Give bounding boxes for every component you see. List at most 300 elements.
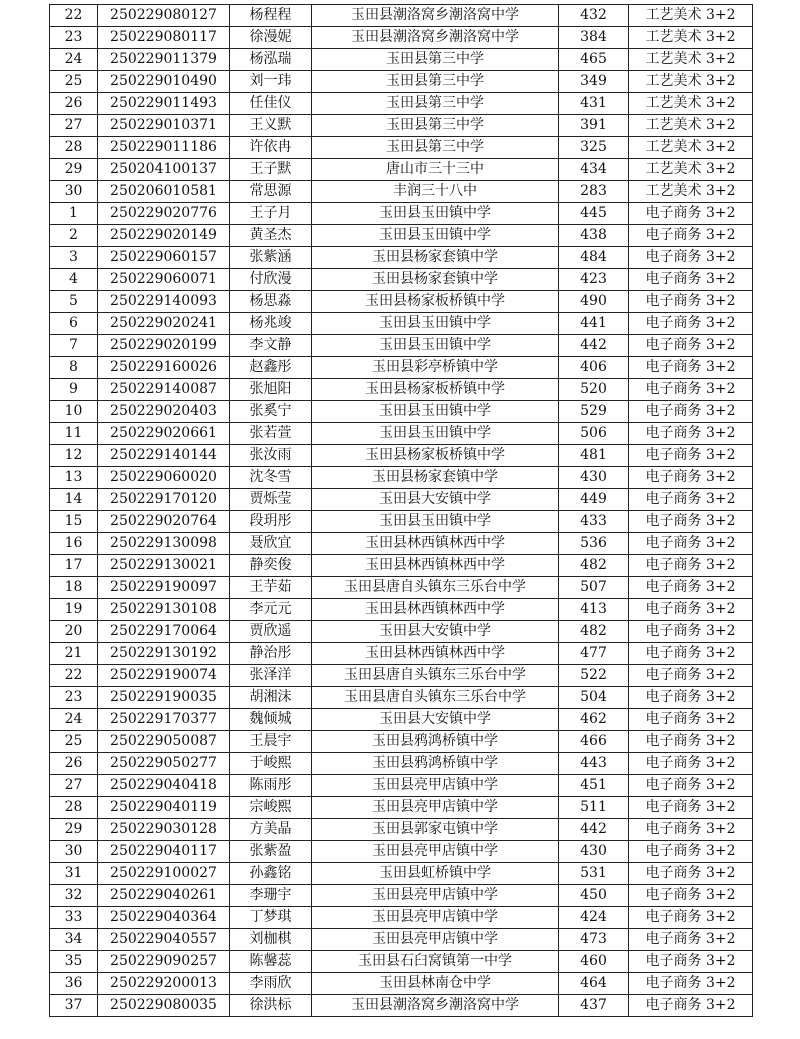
name-cell: 张若萱 [230, 423, 312, 445]
major-cell: 电子商务 3+2 [629, 819, 753, 841]
table-row [50, 115, 753, 137]
name-cell: 段玥彤 [230, 511, 312, 533]
exam-id-cell: 250229130192 [98, 643, 230, 665]
name-cell: 徐洪标 [230, 995, 312, 1017]
name-cell: 常思源 [230, 181, 312, 203]
school-cell: 玉田县唐自头镇东三乐台中学 [312, 577, 559, 599]
school-cell: 玉田县唐自头镇东三乐台中学 [312, 687, 559, 709]
score-cell: 443 [559, 753, 629, 775]
seq-cell: 29 [50, 819, 98, 841]
table-row [50, 775, 753, 797]
seq-cell: 31 [50, 863, 98, 885]
score-cell: 349 [559, 71, 629, 93]
exam-id-cell: 250229170064 [98, 621, 230, 643]
score-cell: 536 [559, 533, 629, 555]
score-cell: 442 [559, 819, 629, 841]
exam-id-cell: 250229040117 [98, 841, 230, 863]
major-cell: 电子商务 3+2 [629, 423, 753, 445]
seq-cell: 23 [50, 687, 98, 709]
seq-cell: 24 [50, 709, 98, 731]
school-cell: 玉田县亮甲店镇中学 [312, 775, 559, 797]
table-row [50, 599, 753, 621]
exam-id-cell: 250229040261 [98, 885, 230, 907]
major-cell: 电子商务 3+2 [629, 291, 753, 313]
exam-id-cell: 250229011493 [98, 93, 230, 115]
school-cell: 玉田县亮甲店镇中学 [312, 841, 559, 863]
name-cell: 张紫涵 [230, 247, 312, 269]
exam-id-cell: 250229020199 [98, 335, 230, 357]
seq-cell: 32 [50, 885, 98, 907]
name-cell: 刘枷棋 [230, 929, 312, 951]
table-row [50, 203, 753, 225]
exam-id-cell: 250229170377 [98, 709, 230, 731]
name-cell: 赵鑫彤 [230, 357, 312, 379]
name-cell: 孙鑫铭 [230, 863, 312, 885]
major-cell: 电子商务 3+2 [629, 731, 753, 753]
school-cell: 玉田县第三中学 [312, 71, 559, 93]
seq-cell: 18 [50, 577, 98, 599]
name-cell: 张奚宁 [230, 401, 312, 423]
score-cell: 460 [559, 951, 629, 973]
table-row [50, 27, 753, 49]
exam-id-cell: 250229040557 [98, 929, 230, 951]
exam-id-cell: 250229190074 [98, 665, 230, 687]
seq-cell: 13 [50, 467, 98, 489]
name-cell: 杨程程 [230, 5, 312, 27]
school-cell: 玉田县杨家套镇中学 [312, 247, 559, 269]
major-cell: 电子商务 3+2 [629, 621, 753, 643]
school-cell: 玉田县亮甲店镇中学 [312, 907, 559, 929]
major-cell: 电子商务 3+2 [629, 797, 753, 819]
major-cell: 电子商务 3+2 [629, 687, 753, 709]
table-row [50, 137, 753, 159]
seq-cell: 19 [50, 599, 98, 621]
exam-id-cell: 250229020776 [98, 203, 230, 225]
name-cell: 李珊宇 [230, 885, 312, 907]
table-row [50, 181, 753, 203]
name-cell: 方美晶 [230, 819, 312, 841]
major-cell: 电子商务 3+2 [629, 269, 753, 291]
table-row [50, 533, 753, 555]
table-row [50, 445, 753, 467]
exam-id-cell: 250229010371 [98, 115, 230, 137]
score-cell: 325 [559, 137, 629, 159]
school-cell: 玉田县彩亭桥镇中学 [312, 357, 559, 379]
exam-id-cell: 250229080127 [98, 5, 230, 27]
exam-id-cell: 250229130098 [98, 533, 230, 555]
exam-id-cell: 250206010581 [98, 181, 230, 203]
name-cell: 杨思淼 [230, 291, 312, 313]
seq-cell: 36 [50, 973, 98, 995]
table-row [50, 753, 753, 775]
seq-cell: 21 [50, 643, 98, 665]
major-cell: 电子商务 3+2 [629, 533, 753, 555]
table-row [50, 269, 753, 291]
exam-id-cell: 250229200013 [98, 973, 230, 995]
score-cell: 441 [559, 313, 629, 335]
major-cell: 工艺美术 3+2 [629, 5, 753, 27]
exam-id-cell: 250229140144 [98, 445, 230, 467]
score-cell: 432 [559, 5, 629, 27]
score-cell: 391 [559, 115, 629, 137]
score-cell: 430 [559, 467, 629, 489]
seq-cell: 22 [50, 665, 98, 687]
seq-cell: 8 [50, 357, 98, 379]
exam-id-cell: 250229130108 [98, 599, 230, 621]
major-cell: 电子商务 3+2 [629, 709, 753, 731]
score-cell: 433 [559, 511, 629, 533]
exam-id-cell: 250229040364 [98, 907, 230, 929]
school-cell: 玉田县林西镇林西中学 [312, 599, 559, 621]
school-cell: 玉田县林南仓中学 [312, 973, 559, 995]
seq-cell: 25 [50, 731, 98, 753]
seq-cell: 2 [50, 225, 98, 247]
school-cell: 玉田县亮甲店镇中学 [312, 885, 559, 907]
exam-id-cell: 250229010490 [98, 71, 230, 93]
table-row [50, 401, 753, 423]
name-cell: 徐漫妮 [230, 27, 312, 49]
exam-id-cell: 250229050277 [98, 753, 230, 775]
name-cell: 静奕俊 [230, 555, 312, 577]
score-cell: 431 [559, 93, 629, 115]
name-cell: 李文静 [230, 335, 312, 357]
name-cell: 刘一玮 [230, 71, 312, 93]
major-cell: 电子商务 3+2 [629, 643, 753, 665]
major-cell: 电子商务 3+2 [629, 379, 753, 401]
major-cell: 工艺美术 3+2 [629, 27, 753, 49]
name-cell: 魏倾城 [230, 709, 312, 731]
name-cell: 任佳仪 [230, 93, 312, 115]
table-row [50, 995, 753, 1017]
name-cell: 沈冬雪 [230, 467, 312, 489]
school-cell: 玉田县玉田镇中学 [312, 401, 559, 423]
name-cell: 张泽洋 [230, 665, 312, 687]
table-row [50, 5, 753, 27]
score-cell: 442 [559, 335, 629, 357]
score-cell: 424 [559, 907, 629, 929]
major-cell: 电子商务 3+2 [629, 907, 753, 929]
table-row [50, 665, 753, 687]
name-cell: 王子默 [230, 159, 312, 181]
score-cell: 482 [559, 555, 629, 577]
seq-cell: 10 [50, 401, 98, 423]
exam-id-cell: 250229060157 [98, 247, 230, 269]
table-row [50, 973, 753, 995]
school-cell: 玉田县玉田镇中学 [312, 511, 559, 533]
score-cell: 529 [559, 401, 629, 423]
major-cell: 电子商务 3+2 [629, 225, 753, 247]
major-cell: 电子商务 3+2 [629, 863, 753, 885]
exam-id-cell: 250229020241 [98, 313, 230, 335]
school-cell: 玉田县杨家套镇中学 [312, 269, 559, 291]
name-cell: 张旭阳 [230, 379, 312, 401]
score-cell: 466 [559, 731, 629, 753]
score-cell: 445 [559, 203, 629, 225]
score-cell: 434 [559, 159, 629, 181]
major-cell: 工艺美术 3+2 [629, 181, 753, 203]
name-cell: 陈馨蕊 [230, 951, 312, 973]
seq-cell: 25 [50, 71, 98, 93]
score-cell: 438 [559, 225, 629, 247]
school-cell: 玉田县潮洛窝乡潮洛窝中学 [312, 995, 559, 1017]
school-cell: 玉田县潮洛窝乡潮洛窝中学 [312, 5, 559, 27]
name-cell: 张紫盈 [230, 841, 312, 863]
exam-id-cell: 250229080035 [98, 995, 230, 1017]
table-row [50, 49, 753, 71]
major-cell: 电子商务 3+2 [629, 357, 753, 379]
table-row [50, 357, 753, 379]
score-cell: 449 [559, 489, 629, 511]
school-cell: 玉田县玉田镇中学 [312, 335, 559, 357]
table-row [50, 841, 753, 863]
name-cell: 张汝雨 [230, 445, 312, 467]
major-cell: 电子商务 3+2 [629, 951, 753, 973]
table-row [50, 291, 753, 313]
major-cell: 电子商务 3+2 [629, 555, 753, 577]
table-row [50, 71, 753, 93]
score-cell: 522 [559, 665, 629, 687]
seq-cell: 27 [50, 775, 98, 797]
score-cell: 473 [559, 929, 629, 951]
score-cell: 283 [559, 181, 629, 203]
major-cell: 电子商务 3+2 [629, 995, 753, 1017]
name-cell: 杨泓瑞 [230, 49, 312, 71]
seq-cell: 7 [50, 335, 98, 357]
major-cell: 电子商务 3+2 [629, 775, 753, 797]
major-cell: 工艺美术 3+2 [629, 137, 753, 159]
seq-cell: 30 [50, 841, 98, 863]
major-cell: 工艺美术 3+2 [629, 71, 753, 93]
seq-cell: 35 [50, 951, 98, 973]
score-cell: 384 [559, 27, 629, 49]
score-cell: 482 [559, 621, 629, 643]
major-cell: 电子商务 3+2 [629, 929, 753, 951]
major-cell: 电子商务 3+2 [629, 203, 753, 225]
school-cell: 玉田县杨家板桥镇中学 [312, 379, 559, 401]
exam-id-cell: 250229020149 [98, 225, 230, 247]
seq-cell: 9 [50, 379, 98, 401]
seq-cell: 28 [50, 137, 98, 159]
table-row [50, 819, 753, 841]
name-cell: 杨兆竣 [230, 313, 312, 335]
exam-id-cell: 250204100137 [98, 159, 230, 181]
table-row [50, 621, 753, 643]
seq-cell: 34 [50, 929, 98, 951]
school-cell: 玉田县第三中学 [312, 49, 559, 71]
score-cell: 450 [559, 885, 629, 907]
name-cell: 李元元 [230, 599, 312, 621]
seq-cell: 22 [50, 5, 98, 27]
school-cell: 玉田县杨家板桥镇中学 [312, 291, 559, 313]
table-row [50, 511, 753, 533]
seq-cell: 12 [50, 445, 98, 467]
major-cell: 电子商务 3+2 [629, 665, 753, 687]
school-cell: 玉田县第三中学 [312, 93, 559, 115]
table-row [50, 247, 753, 269]
major-cell: 电子商务 3+2 [629, 753, 753, 775]
table-row [50, 885, 753, 907]
score-cell: 437 [559, 995, 629, 1017]
exam-id-cell: 250229011186 [98, 137, 230, 159]
exam-id-cell: 250229060071 [98, 269, 230, 291]
school-cell: 玉田县林西镇林西中学 [312, 555, 559, 577]
name-cell: 王晨宇 [230, 731, 312, 753]
exam-id-cell: 250229190035 [98, 687, 230, 709]
score-cell: 506 [559, 423, 629, 445]
major-cell: 电子商务 3+2 [629, 445, 753, 467]
name-cell: 宗峻熙 [230, 797, 312, 819]
school-cell: 玉田县郭家屯镇中学 [312, 819, 559, 841]
seq-cell: 1 [50, 203, 98, 225]
table-row [50, 709, 753, 731]
table-row [50, 489, 753, 511]
table-row [50, 335, 753, 357]
exam-id-cell: 250229160026 [98, 357, 230, 379]
exam-id-cell: 250229020661 [98, 423, 230, 445]
exam-id-cell: 250229140093 [98, 291, 230, 313]
seq-cell: 17 [50, 555, 98, 577]
major-cell: 电子商务 3+2 [629, 489, 753, 511]
seq-cell: 29 [50, 159, 98, 181]
name-cell: 李雨欣 [230, 973, 312, 995]
name-cell: 静治彤 [230, 643, 312, 665]
major-cell: 电子商务 3+2 [629, 467, 753, 489]
seq-cell: 33 [50, 907, 98, 929]
table-row [50, 379, 753, 401]
exam-id-cell: 250229090257 [98, 951, 230, 973]
school-cell: 玉田县鸦鸿桥镇中学 [312, 731, 559, 753]
score-cell: 464 [559, 973, 629, 995]
seq-cell: 26 [50, 93, 98, 115]
exam-id-cell: 250229011379 [98, 49, 230, 71]
score-cell: 484 [559, 247, 629, 269]
score-cell: 423 [559, 269, 629, 291]
seq-cell: 3 [50, 247, 98, 269]
score-cell: 481 [559, 445, 629, 467]
score-cell: 511 [559, 797, 629, 819]
score-cell: 477 [559, 643, 629, 665]
exam-id-cell: 250229030128 [98, 819, 230, 841]
score-cell: 465 [559, 49, 629, 71]
table-row [50, 93, 753, 115]
seq-cell: 24 [50, 49, 98, 71]
exam-id-cell: 250229020764 [98, 511, 230, 533]
seq-cell: 4 [50, 269, 98, 291]
table-row [50, 929, 753, 951]
school-cell: 丰润三十八中 [312, 181, 559, 203]
table-row [50, 159, 753, 181]
major-cell: 电子商务 3+2 [629, 973, 753, 995]
school-cell: 玉田县大安镇中学 [312, 709, 559, 731]
major-cell: 工艺美术 3+2 [629, 159, 753, 181]
name-cell: 许依冉 [230, 137, 312, 159]
major-cell: 电子商务 3+2 [629, 577, 753, 599]
school-cell: 玉田县石臼窝镇第一中学 [312, 951, 559, 973]
table-row [50, 687, 753, 709]
school-cell: 玉田县林西镇林西中学 [312, 533, 559, 555]
table-row [50, 467, 753, 489]
exam-id-cell: 250229190097 [98, 577, 230, 599]
major-cell: 工艺美术 3+2 [629, 93, 753, 115]
table-row [50, 225, 753, 247]
seq-cell: 37 [50, 995, 98, 1017]
name-cell: 贾烁莹 [230, 489, 312, 511]
score-cell: 520 [559, 379, 629, 401]
school-cell: 玉田县唐自头镇东三乐台中学 [312, 665, 559, 687]
seq-cell: 6 [50, 313, 98, 335]
name-cell: 聂欣宜 [230, 533, 312, 555]
score-cell: 490 [559, 291, 629, 313]
seq-cell: 30 [50, 181, 98, 203]
school-cell: 玉田县第三中学 [312, 137, 559, 159]
table-row [50, 731, 753, 753]
seq-cell: 26 [50, 753, 98, 775]
school-cell: 玉田县虹桥镇中学 [312, 863, 559, 885]
school-cell: 玉田县林西镇林西中学 [312, 643, 559, 665]
table-row [50, 907, 753, 929]
score-cell: 462 [559, 709, 629, 731]
major-cell: 电子商务 3+2 [629, 335, 753, 357]
name-cell: 丁梦琪 [230, 907, 312, 929]
exam-id-cell: 250229170120 [98, 489, 230, 511]
major-cell: 电子商务 3+2 [629, 511, 753, 533]
major-cell: 电子商务 3+2 [629, 247, 753, 269]
exam-id-cell: 250229100027 [98, 863, 230, 885]
major-cell: 电子商务 3+2 [629, 599, 753, 621]
score-cell: 531 [559, 863, 629, 885]
exam-id-cell: 250229050087 [98, 731, 230, 753]
exam-id-cell: 250229020403 [98, 401, 230, 423]
exam-id-cell: 250229040418 [98, 775, 230, 797]
name-cell: 于峻熙 [230, 753, 312, 775]
seq-cell: 11 [50, 423, 98, 445]
major-cell: 工艺美术 3+2 [629, 49, 753, 71]
major-cell: 工艺美术 3+2 [629, 115, 753, 137]
exam-id-cell: 250229060020 [98, 467, 230, 489]
school-cell: 玉田县第三中学 [312, 115, 559, 137]
score-cell: 507 [559, 577, 629, 599]
major-cell: 电子商务 3+2 [629, 885, 753, 907]
admission-list-table [49, 4, 753, 1017]
table-row [50, 951, 753, 973]
seq-cell: 5 [50, 291, 98, 313]
major-cell: 电子商务 3+2 [629, 401, 753, 423]
school-cell: 玉田县鸦鸿桥镇中学 [312, 753, 559, 775]
name-cell: 王芋茹 [230, 577, 312, 599]
school-cell: 玉田县杨家套镇中学 [312, 467, 559, 489]
school-cell: 唐山市三十三中 [312, 159, 559, 181]
table-row [50, 313, 753, 335]
school-cell: 玉田县潮洛窝乡潮洛窝中学 [312, 27, 559, 49]
school-cell: 玉田县玉田镇中学 [312, 313, 559, 335]
table-row [50, 643, 753, 665]
seq-cell: 16 [50, 533, 98, 555]
school-cell: 玉田县玉田镇中学 [312, 225, 559, 247]
score-cell: 451 [559, 775, 629, 797]
name-cell: 胡湘沫 [230, 687, 312, 709]
school-cell: 玉田县玉田镇中学 [312, 423, 559, 445]
seq-cell: 27 [50, 115, 98, 137]
name-cell: 付欣漫 [230, 269, 312, 291]
name-cell: 黄圣杰 [230, 225, 312, 247]
school-cell: 玉田县亮甲店镇中学 [312, 929, 559, 951]
seq-cell: 28 [50, 797, 98, 819]
school-cell: 玉田县大安镇中学 [312, 621, 559, 643]
score-cell: 504 [559, 687, 629, 709]
major-cell: 电子商务 3+2 [629, 313, 753, 335]
table-row [50, 577, 753, 599]
table-row [50, 797, 753, 819]
